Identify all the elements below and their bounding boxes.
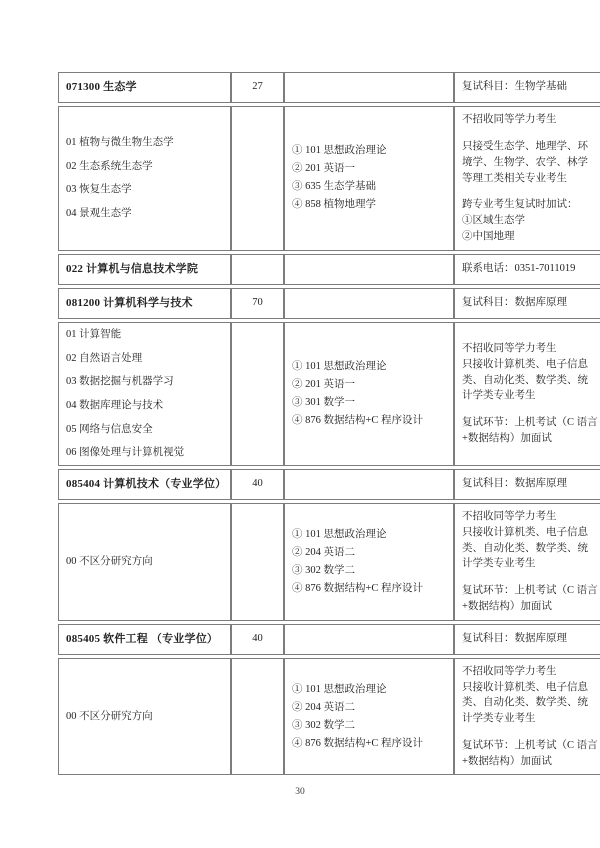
exam-subject-item: ③ 302 数学二 <box>292 564 355 576</box>
remark-line: 不招收同等学力考生 <box>462 343 557 355</box>
program-code-cell <box>58 624 231 655</box>
remarks-cell <box>454 288 600 319</box>
research-directions-cell <box>58 322 231 466</box>
page-number: 30 <box>295 787 305 797</box>
exam-subject-item: ② 201 英语一 <box>292 378 355 390</box>
admissions-catalog-table <box>58 72 600 775</box>
exam-subject-item: ① 101 思想政治理论 <box>292 360 387 372</box>
enrollment-count-cell <box>231 72 284 103</box>
remark-line: ②中国地理 <box>462 230 515 242</box>
research-direction-item: 03 数据挖掘与机器学习 <box>66 376 174 388</box>
remarks-cell <box>454 254 600 285</box>
research-direction-item: 04 数据库理论与技术 <box>66 399 164 411</box>
research-directions-cell <box>58 106 231 250</box>
program-code-cell <box>58 254 231 285</box>
remark-line: 复试环节：上机考试（C 语言+数据结构）加面试 <box>462 739 598 767</box>
remarks-value: 复试科目：数据库原理 <box>462 633 567 645</box>
exam-subject-item: ④ 876 数据结构+C 程序设计 <box>292 737 424 749</box>
remarks-value: 复试科目：数据库原理 <box>462 297 567 309</box>
exam-subject-item: ④ 876 数据结构+C 程序设计 <box>292 582 424 594</box>
exam-subjects-list <box>292 142 446 214</box>
exam-subjects-cell <box>284 658 454 776</box>
research-directions-list <box>66 710 223 724</box>
remark-line: 跨专业考生复试时加试： <box>462 199 578 211</box>
remarks-cell <box>454 72 600 103</box>
enrollment-count-value: 27 <box>252 81 263 93</box>
research-direction-item: 05 网络与信息安全 <box>66 423 153 435</box>
research-direction-item: 03 恢复生态学 <box>66 184 132 196</box>
enrollment-count-cell <box>231 288 284 319</box>
remarks-cell <box>454 503 600 621</box>
research-direction-item: 00 不区分研究方向 <box>66 710 153 722</box>
research-direction-item: 01 计算智能 <box>66 329 122 340</box>
table-row <box>58 503 600 621</box>
remark-line: 只接收计算机类、电子信息类、自动化类、数学类、统计学类专业考生 <box>462 526 588 570</box>
research-direction-item: 06 图像处理与计算机视觉 <box>66 447 185 459</box>
program-code-label: 085405 软件工程 （专业学位） <box>66 632 219 645</box>
research-direction-item: 02 自然语言处理 <box>66 352 143 364</box>
remarks-cell <box>454 469 600 500</box>
research-direction-item: 04 景观生态学 <box>66 208 132 220</box>
exam-subject-item: ④ 858 植物地理学 <box>292 199 376 211</box>
research-direction-item: 01 植物与微生物生态学 <box>66 137 174 149</box>
program-code-label: 085404 计算机技术（专业学位） <box>66 477 227 490</box>
exam-subject-item: ② 204 英语二 <box>292 546 355 558</box>
enrollment-count-value: 40 <box>252 478 263 490</box>
remarks-block <box>462 341 598 447</box>
remarks-value: 复试科目：数据库原理 <box>462 478 567 490</box>
exam-subject-item: ② 204 英语二 <box>292 701 355 713</box>
research-directions-cell <box>58 503 231 621</box>
table-row <box>58 254 600 285</box>
remark-line: 复试环节：上机考试（C 语言+数据结构）加面试 <box>462 585 598 612</box>
exam-subject-item: ① 101 思想政治理论 <box>292 528 387 540</box>
program-code-label: 022 计算机与信息技术学院 <box>66 262 199 275</box>
program-code-label: 081200 计算机科学与技术 <box>66 296 193 309</box>
remark-line: 只接受生态学、地理学、环境学、生物学、农学、林学等理工类相关专业考生 <box>462 141 588 184</box>
remarks-block <box>462 664 598 770</box>
remarks-cell <box>454 106 600 250</box>
exam-subjects-cell <box>284 106 454 250</box>
exam-subjects-cell <box>284 322 454 466</box>
remark-line: 只接收计算机类、电子信息类、自动化类、数学类、统计学类专业考生 <box>462 681 588 725</box>
research-direction-item: 02 生态系统生态学 <box>66 160 153 172</box>
exam-subject-item: ② 201 英语一 <box>292 163 355 175</box>
exam-subject-item: ① 101 思想政治理论 <box>292 683 387 695</box>
table-row <box>58 72 600 103</box>
remarks-cell <box>454 624 600 655</box>
research-direction-item: 00 不区分研究方向 <box>66 556 153 568</box>
exam-subject-item: ③ 635 生态学基础 <box>292 181 376 193</box>
remarks-block <box>462 509 598 615</box>
exam-subjects-cell <box>284 288 454 319</box>
enrollment-count-cell <box>231 254 284 285</box>
program-code-cell <box>58 72 231 103</box>
enrollment-count-cell <box>231 469 284 500</box>
remarks-value: 复试科目：生物学基础 <box>462 81 567 93</box>
enrollment-count-cell <box>231 322 284 466</box>
remarks-value: 联系电话：0351-7011019 <box>462 262 576 274</box>
remark-line: 复试环节：上机考试（C 语言+数据结构）加面试 <box>462 417 598 444</box>
table-row <box>58 288 600 319</box>
table-row <box>58 322 600 466</box>
remark-line: 不招收同等学力考生 <box>462 665 557 677</box>
exam-subjects-cell <box>284 254 454 285</box>
remarks-cell <box>454 322 600 466</box>
exam-subjects-list <box>292 358 446 430</box>
program-code-cell <box>58 288 231 319</box>
enrollment-count-cell <box>231 658 284 776</box>
remark-line: 只接收计算机类、电子信息类、自动化类、数学类、统计学类专业考生 <box>462 358 588 402</box>
exam-subject-item: ③ 301 数学一 <box>292 396 355 408</box>
remark-line: ①区域生态学 <box>462 215 525 226</box>
enrollment-count-value: 40 <box>252 633 263 645</box>
exam-subjects-cell <box>284 503 454 621</box>
table-row <box>58 469 600 500</box>
table-row <box>58 658 600 776</box>
exam-subject-item: ① 101 思想政治理论 <box>292 145 387 157</box>
enrollment-count-value: 70 <box>252 297 263 309</box>
exam-subjects-list <box>292 681 446 753</box>
enrollment-count-cell <box>231 624 284 655</box>
research-directions-list <box>66 328 223 460</box>
enrollment-count-cell <box>231 503 284 621</box>
exam-subjects-list <box>292 526 446 598</box>
program-code-cell <box>58 469 231 500</box>
exam-subject-item: ③ 302 数学二 <box>292 719 355 731</box>
table-row <box>58 624 600 655</box>
enrollment-count-cell <box>231 106 284 250</box>
remark-line: 不招收同等学力考生 <box>462 511 557 523</box>
research-directions-list <box>66 555 223 569</box>
remarks-cell <box>454 658 600 776</box>
exam-subjects-cell <box>284 72 454 103</box>
research-directions-list <box>66 136 223 221</box>
exam-subjects-cell <box>284 469 454 500</box>
remark-line: 不招收同等学力考生 <box>462 114 557 126</box>
research-directions-cell <box>58 658 231 776</box>
program-code-label: 071300 生态学 <box>66 81 137 93</box>
exam-subject-item: ④ 876 数据结构+C 程序设计 <box>292 414 424 426</box>
table-row <box>58 106 600 250</box>
remarks-block <box>462 112 598 244</box>
exam-subjects-cell <box>284 624 454 655</box>
